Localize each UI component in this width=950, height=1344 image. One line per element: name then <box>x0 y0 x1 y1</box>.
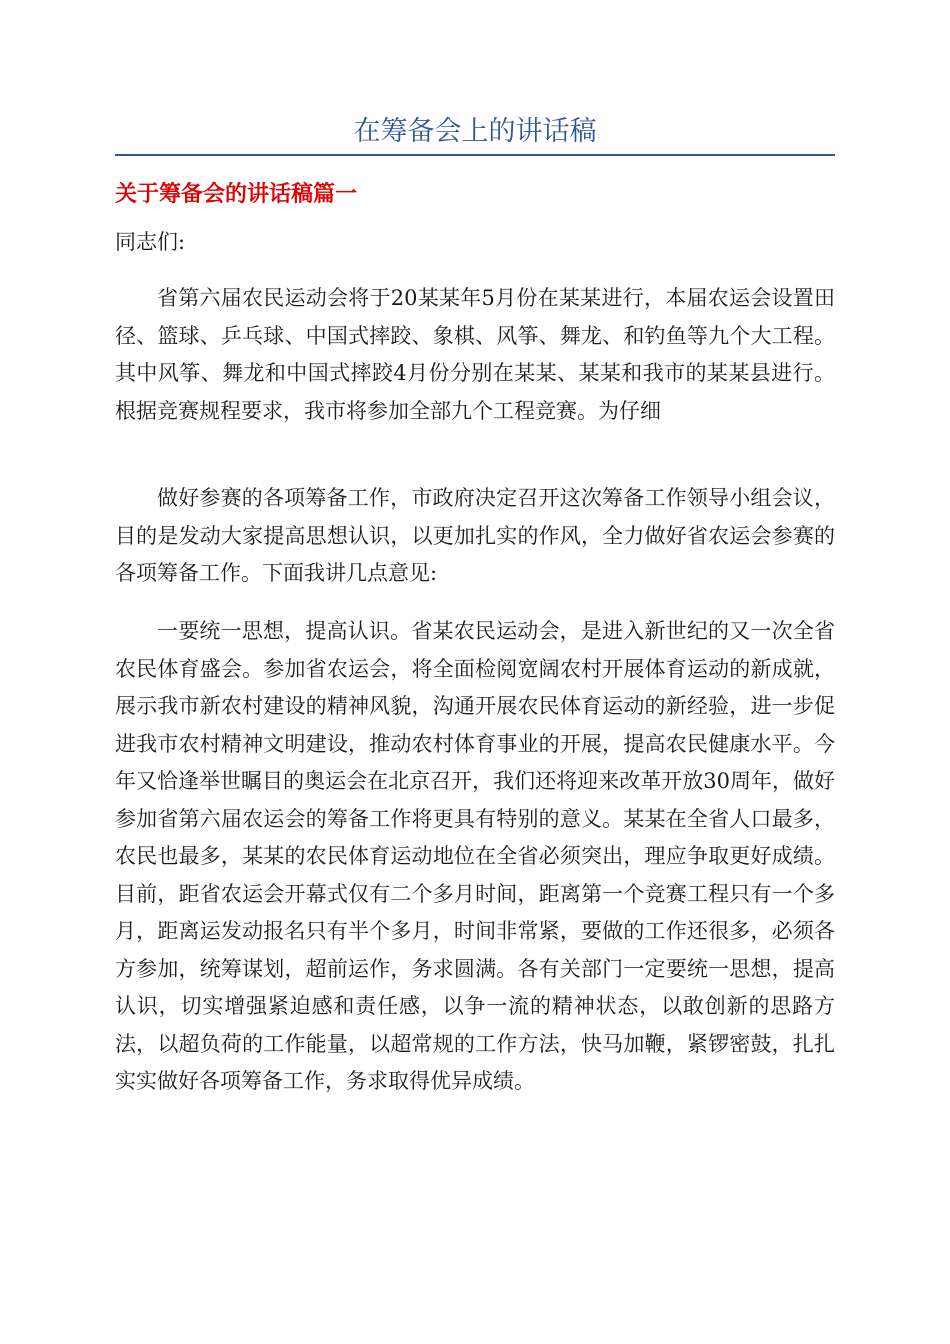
section-heading: 关于筹备会的讲话稿篇一 <box>115 182 358 207</box>
paragraph: 一要统一思想，提高认识。省某农民运动会，是进入新世纪的又一次全省农民体育盛会。参加省农运会，将全面检阅宽阔农村开展体育运动的新成就，展示我市新农村建设的精神风貌，沟通开展农民体育运动的新经验，进一步促进我市农村精神文明建设，推动农村体育事业的开展，提高农民健康水平。今年又恰逢举世瞩目的奥运会在北京召开，我们还将迎来改革开放30周年，做好参加省第六届农运会的筹备工作将更具有特别的意义。某某在全省人口最多，农民也最多，某某的农民体育运动地位在全省必须突出，理应争取更好成绩。目前，距省农运会开幕式仅有二个多月时间，距离第一个竞赛工程只有一个多月，距离运发动报名只有半个多月，时间非常紧，要做的工作还很多，必须各方参加，统筹谋划，超前运作，务求圆满。各有关部门一定要统一思想，提高认识，切实增强紧迫感和责任感，以争一流的精神状态，以敢创新的思路方法，以超负荷的工作能量，以超常规的工作方法，快马加鞭，紧锣密鼓，扎扎实实做好各项筹备工作，务求取得优异成绩。 <box>115 619 835 1093</box>
title-underline <box>115 154 835 156</box>
paragraph: 做好参赛的各项筹备工作，市政府决定召开这次筹备工作领导小组会议，目的是发动大家提高思想认识，以更加扎实的作风，全力做好省农运会参赛的各项筹备工作。下面我讲几点意见: <box>115 486 835 585</box>
paragraph: 省第六届农民运动会将于20某某年5月份在某某进行，本届农运会设置田径、篮球、乒乓球、中国式摔跤、象棋、风筝、舞龙、和钓鱼等九个大工程。其中风筝、舞龙和中国式摔跤4月份分别在某某、某某和我市的某某县进行。根据竞赛规程要求，我市将参加全部九个工程竞赛。为仔细 <box>115 286 835 423</box>
salutation: 同志们: <box>115 230 186 254</box>
document-title: 在筹备会上的讲话稿 <box>353 116 597 147</box>
